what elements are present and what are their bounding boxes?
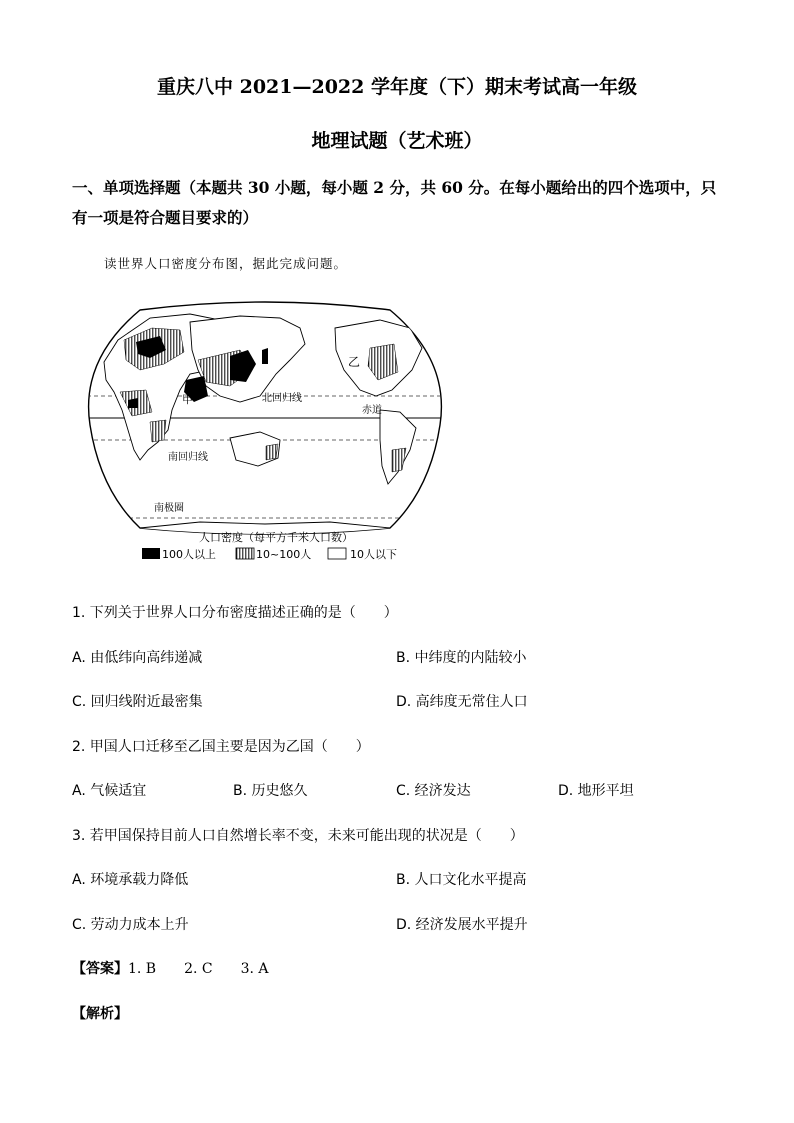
label-equator: 赤道 — [362, 405, 382, 416]
legend-label-low: 10人以下 — [350, 548, 397, 561]
question-3-option-b[interactable]: B. 人口文化水平提高 — [396, 872, 527, 888]
label-tropic-of-cancer: 北回归线 — [262, 393, 302, 404]
density-high-japan — [262, 348, 268, 364]
legend-label-high: 100人以上 — [162, 548, 216, 561]
answer-line — [72, 958, 269, 978]
answer-label: 【答案】 — [72, 961, 128, 977]
question-2-option-b[interactable]: B. 历史悠久 — [233, 783, 308, 799]
label-yi: 乙 — [348, 355, 361, 369]
density-mid-eastafrica — [150, 420, 166, 442]
question-1-option-a[interactable]: A. 由低纬向高纬递减 — [72, 650, 203, 666]
question-1-option-d[interactable]: D. 高纬度无常住人口 — [396, 694, 528, 710]
analysis-label: 【解析】 — [72, 1006, 128, 1022]
legend-swatch-mid — [236, 548, 254, 559]
legend-title: 人口密度（每平方千米人口数） — [199, 531, 353, 544]
question-2-option-d[interactable]: D. 地形平坦 — [558, 783, 634, 799]
question-2-stem: 2. 甲国人口迁移至乙国主要是因为乙国（ ） — [72, 739, 370, 755]
question-1-option-c[interactable]: C. 回归线附近最密集 — [72, 694, 203, 710]
label-jia: 甲 — [182, 393, 193, 406]
label-tropic-of-capricorn: 南回归线 — [168, 452, 208, 463]
section-heading-line1: 一、单项选择题（本题共 30 小题，每小题 2 分，共 60 分。在每小题给出的四个选项中，只 — [72, 178, 717, 197]
legend-label-mid: 10~100人 — [256, 548, 312, 561]
question-3-stem: 3. 若甲国保持目前人口自然增长率不变，未来可能出现的状况是（ ） — [72, 828, 524, 844]
question-2-option-c[interactable]: C. 经济发达 — [396, 783, 471, 799]
question-3-option-d[interactable]: D. 经济发展水平提升 — [396, 917, 528, 933]
question-1-stem: 1. 下列关于世界人口分布密度描述正确的是（ ） — [72, 605, 398, 621]
question-3-option-c[interactable]: C. 劳动力成本上升 — [72, 917, 189, 933]
page-title: 重庆八中 2021—2022 学年度（下）期末考试高一年级 — [157, 76, 637, 98]
density-mid-australia — [266, 444, 278, 460]
question-2-option-a[interactable]: A. 气候适宜 — [72, 783, 147, 799]
question-3-option-a[interactable]: A. 环境承载力降低 — [72, 872, 189, 888]
world-population-map — [80, 300, 450, 570]
section-heading-line2: 有一项是符合题目要求的） — [72, 208, 259, 227]
legend-swatch-high — [142, 548, 160, 559]
answer-values: 1. B 2. C 3. A — [128, 961, 269, 977]
legend-swatch-low — [328, 548, 346, 559]
question-1-option-b[interactable]: B. 中纬度的内陆较小 — [396, 650, 527, 666]
question-intro: 读世界人口密度分布图，据此完成问题。 — [104, 256, 348, 271]
label-antarctic-circle: 南极圈 — [154, 503, 184, 514]
page-subtitle: 地理试题（艺术班） — [311, 130, 483, 152]
